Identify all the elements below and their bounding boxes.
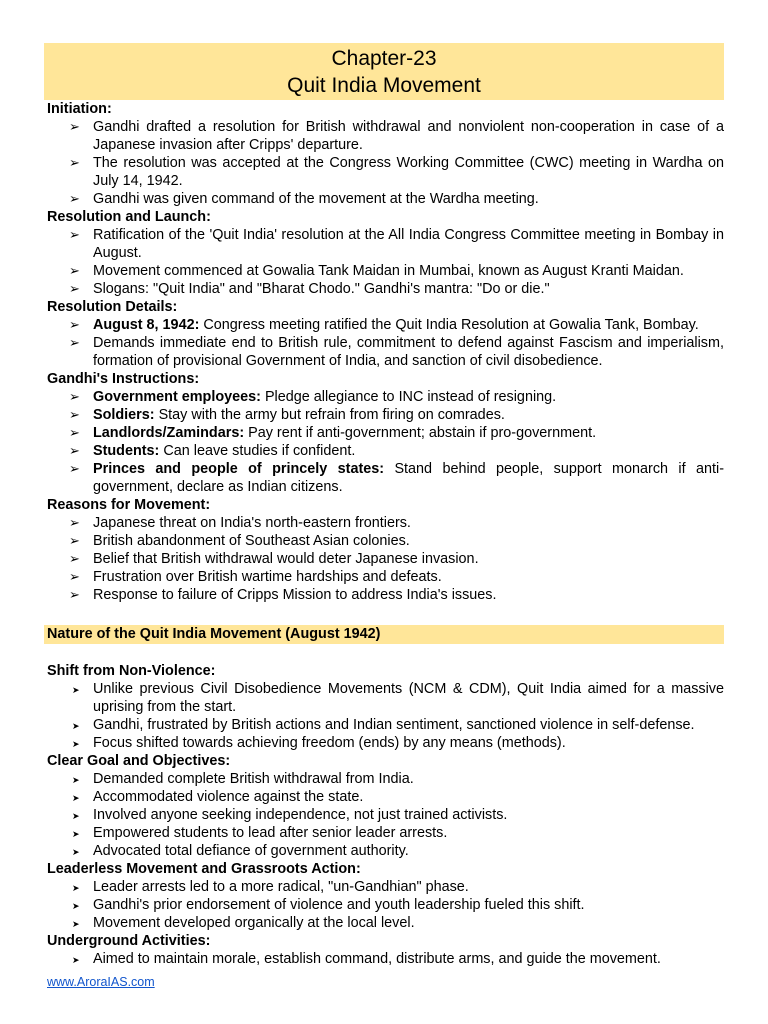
section-group-1 xyxy=(47,100,724,604)
bullet-item xyxy=(47,118,724,154)
bullet-text: Leader arrests led to a more radical, "un-Gandhian" phase. xyxy=(93,879,469,895)
arrow-bullet-icon: ➤ xyxy=(72,721,80,731)
arrow-bullet-icon: ➢ xyxy=(69,515,80,530)
section-heading: Shift from Non-Violence: xyxy=(47,663,216,679)
bullet-text: Stay with the army but refrain from firing on comrades. xyxy=(154,407,505,423)
bullet-text: Gandhi drafted a resolution for British withdrawal and nonviolent non-cooperation in case of a Japanese invasion after Cripps' departure. xyxy=(93,119,724,153)
bullet-text: Congress meeting ratified the Quit India Resolution at Gowalia Tank, Bombay. xyxy=(199,317,699,333)
bullet-item xyxy=(47,734,724,752)
section-heading: Resolution and Launch: xyxy=(47,209,211,225)
section-heading: Resolution Details: xyxy=(47,299,178,315)
bullet-text: Empowered students to lead after senior leader arrests. xyxy=(93,825,448,841)
arrow-bullet-icon: ➤ xyxy=(72,685,80,695)
bullet-item xyxy=(47,424,724,442)
arrow-bullet-icon: ➢ xyxy=(69,533,80,548)
bullet-text: Pay rent if anti-government; abstain if pro-government. xyxy=(244,425,597,441)
arrow-bullet-icon: ➢ xyxy=(69,119,80,134)
bullet-bold-lead: August 8, 1942: xyxy=(93,317,200,333)
arrow-bullet-icon: ➤ xyxy=(72,811,80,821)
bullet-text: Movement developed organically at the local level. xyxy=(93,915,415,931)
arrow-bullet-icon: ➢ xyxy=(69,461,80,476)
bullet-text: Stand behind people, support monarch if anti-government, declare as Indian citizens. xyxy=(93,461,724,495)
section-heading: Underground Activities: xyxy=(47,933,211,949)
bullet-bold-lead: Landlords/Zamindars: xyxy=(93,425,245,441)
bullet-bold-lead: Government employees: xyxy=(93,389,261,405)
bullet-item xyxy=(47,716,724,734)
arrow-bullet-icon: ➤ xyxy=(72,793,80,803)
bullet-item xyxy=(47,532,724,550)
section-heading: Initiation: xyxy=(47,101,112,117)
arrow-bullet-icon: ➤ xyxy=(72,919,80,929)
chapter-number: Chapter-23 xyxy=(331,47,437,70)
bullet-text: Involved anyone seeking independence, not just trained activists. xyxy=(93,807,508,823)
bullet-text: The resolution was accepted at the Congress Working Committee (CWC) meeting in Wardha on July 14, 1942. xyxy=(93,155,724,189)
arrow-bullet-icon: ➢ xyxy=(69,569,80,584)
arrow-bullet-icon: ➢ xyxy=(69,227,80,242)
arrow-bullet-icon: ➢ xyxy=(69,335,80,350)
bullet-item xyxy=(47,226,724,262)
bullet-item xyxy=(47,388,724,406)
bullet-text: Unlike previous Civil Disobedience Movements (NCM & CDM), Quit India aimed for a massive uprising from the start. xyxy=(93,681,724,715)
bullet-item xyxy=(47,788,724,806)
bullet-text: Aimed to maintain morale, establish command, distribute arms, and guide the movement. xyxy=(93,951,661,967)
bullet-item xyxy=(47,280,724,298)
bullet-text: Movement commenced at Gowalia Tank Maidan in Mumbai, known as August Kranti Maidan. xyxy=(93,263,684,279)
bullet-text: Slogans: "Quit India" and "Bharat Chodo." Gandhi's mantra: "Do or die." xyxy=(93,281,550,297)
arrow-bullet-icon: ➢ xyxy=(69,191,80,206)
arrow-bullet-icon: ➢ xyxy=(69,407,80,422)
bullet-text: Frustration over British wartime hardships and defeats. xyxy=(93,569,442,585)
arrow-bullet-icon: ➢ xyxy=(69,281,80,296)
bullet-text: Japanese threat on India's north-eastern frontiers. xyxy=(93,515,411,531)
bullet-text: Can leave studies if confident. xyxy=(159,443,356,459)
bullet-text: Accommodated violence against the state. xyxy=(93,789,364,805)
section-heading: Gandhi's Instructions: xyxy=(47,371,200,387)
arrow-bullet-icon: ➢ xyxy=(69,155,80,170)
bullet-item xyxy=(47,568,724,586)
bullet-text: Demanded complete British withdrawal from India. xyxy=(93,771,414,787)
bullet-item xyxy=(47,514,724,532)
bullet-item xyxy=(47,190,724,208)
arrow-bullet-icon: ➢ xyxy=(69,317,80,332)
bullet-item xyxy=(47,842,724,860)
chapter-title: Quit India Movement xyxy=(287,74,481,97)
website-link[interactable]: www.AroraIAS.com xyxy=(47,975,155,989)
bullet-item xyxy=(47,334,724,370)
arrow-bullet-icon: ➢ xyxy=(69,443,80,458)
arrow-bullet-icon: ➤ xyxy=(72,955,80,965)
bullet-text: Response to failure of Cripps Mission to address India's issues. xyxy=(93,587,497,603)
bullet-item xyxy=(47,406,724,424)
arrow-bullet-icon: ➤ xyxy=(72,883,80,893)
arrow-bullet-icon: ➤ xyxy=(72,829,80,839)
bullet-text: Gandhi, frustrated by British actions and Indian sentiment, sanctioned violence in self-defense. xyxy=(93,717,695,733)
bullet-item xyxy=(47,770,724,788)
arrow-bullet-icon: ➤ xyxy=(72,739,80,749)
bullet-bold-lead: Soldiers: xyxy=(93,407,155,423)
bullet-item xyxy=(47,262,724,280)
bullet-text: Focus shifted towards achieving freedom (ends) by any means (methods). xyxy=(93,735,566,751)
arrow-bullet-icon: ➢ xyxy=(69,263,80,278)
bullet-text: British abandonment of Southeast Asian colonies. xyxy=(93,533,410,549)
bullet-item xyxy=(47,316,724,334)
bullet-item xyxy=(47,950,724,968)
bullet-item xyxy=(47,878,724,896)
arrow-bullet-icon: ➢ xyxy=(69,389,80,404)
arrow-bullet-icon: ➤ xyxy=(72,901,80,911)
arrow-bullet-icon: ➢ xyxy=(69,425,80,440)
section-heading: Reasons for Movement: xyxy=(47,497,211,513)
bullet-item xyxy=(47,914,724,932)
bullet-text: Gandhi's prior endorsement of violence and youth leadership fueled this shift. xyxy=(93,897,585,913)
bullet-item xyxy=(47,896,724,914)
arrow-bullet-icon: ➢ xyxy=(69,587,80,602)
bullet-item xyxy=(47,680,724,716)
bullet-item xyxy=(47,824,724,842)
nature-section-bar xyxy=(44,625,724,644)
bullet-text: Demands immediate end to British rule, commitment to defend against Fascism and imperialism, formation of provisional Government of India, and sanction of civil disobedience. xyxy=(93,335,724,369)
bullet-item xyxy=(47,442,724,460)
bullet-item xyxy=(47,550,724,568)
bullet-text: Gandhi was given command of the movement at the Wardha meeting. xyxy=(93,191,539,207)
bullet-text: Belief that British withdrawal would deter Japanese invasion. xyxy=(93,551,479,567)
section-group-2 xyxy=(47,662,724,968)
section-heading: Leaderless Movement and Grassroots Action: xyxy=(47,861,361,877)
section-heading: Clear Goal and Objectives: xyxy=(47,753,231,769)
nature-section-title: Nature of the Quit India Movement (August 1942) xyxy=(47,626,381,642)
bullet-item xyxy=(47,154,724,190)
arrow-bullet-icon: ➤ xyxy=(72,847,80,857)
bullet-item xyxy=(47,460,724,496)
bullet-item xyxy=(47,586,724,604)
bullet-item xyxy=(47,806,724,824)
bullet-text: Ratification of the 'Quit India' resolution at the All India Congress Committee meeting in Bombay in August. xyxy=(93,227,724,261)
bullet-text: Advocated total defiance of government authority. xyxy=(93,843,409,859)
arrow-bullet-icon: ➢ xyxy=(69,551,80,566)
chapter-title-box xyxy=(44,43,724,100)
bullet-bold-lead: Princes and people of princely states: xyxy=(93,461,385,477)
arrow-bullet-icon: ➤ xyxy=(72,775,80,785)
bullet-bold-lead: Students: xyxy=(93,443,160,459)
bullet-text: Pledge allegiance to INC instead of resigning. xyxy=(260,389,557,405)
